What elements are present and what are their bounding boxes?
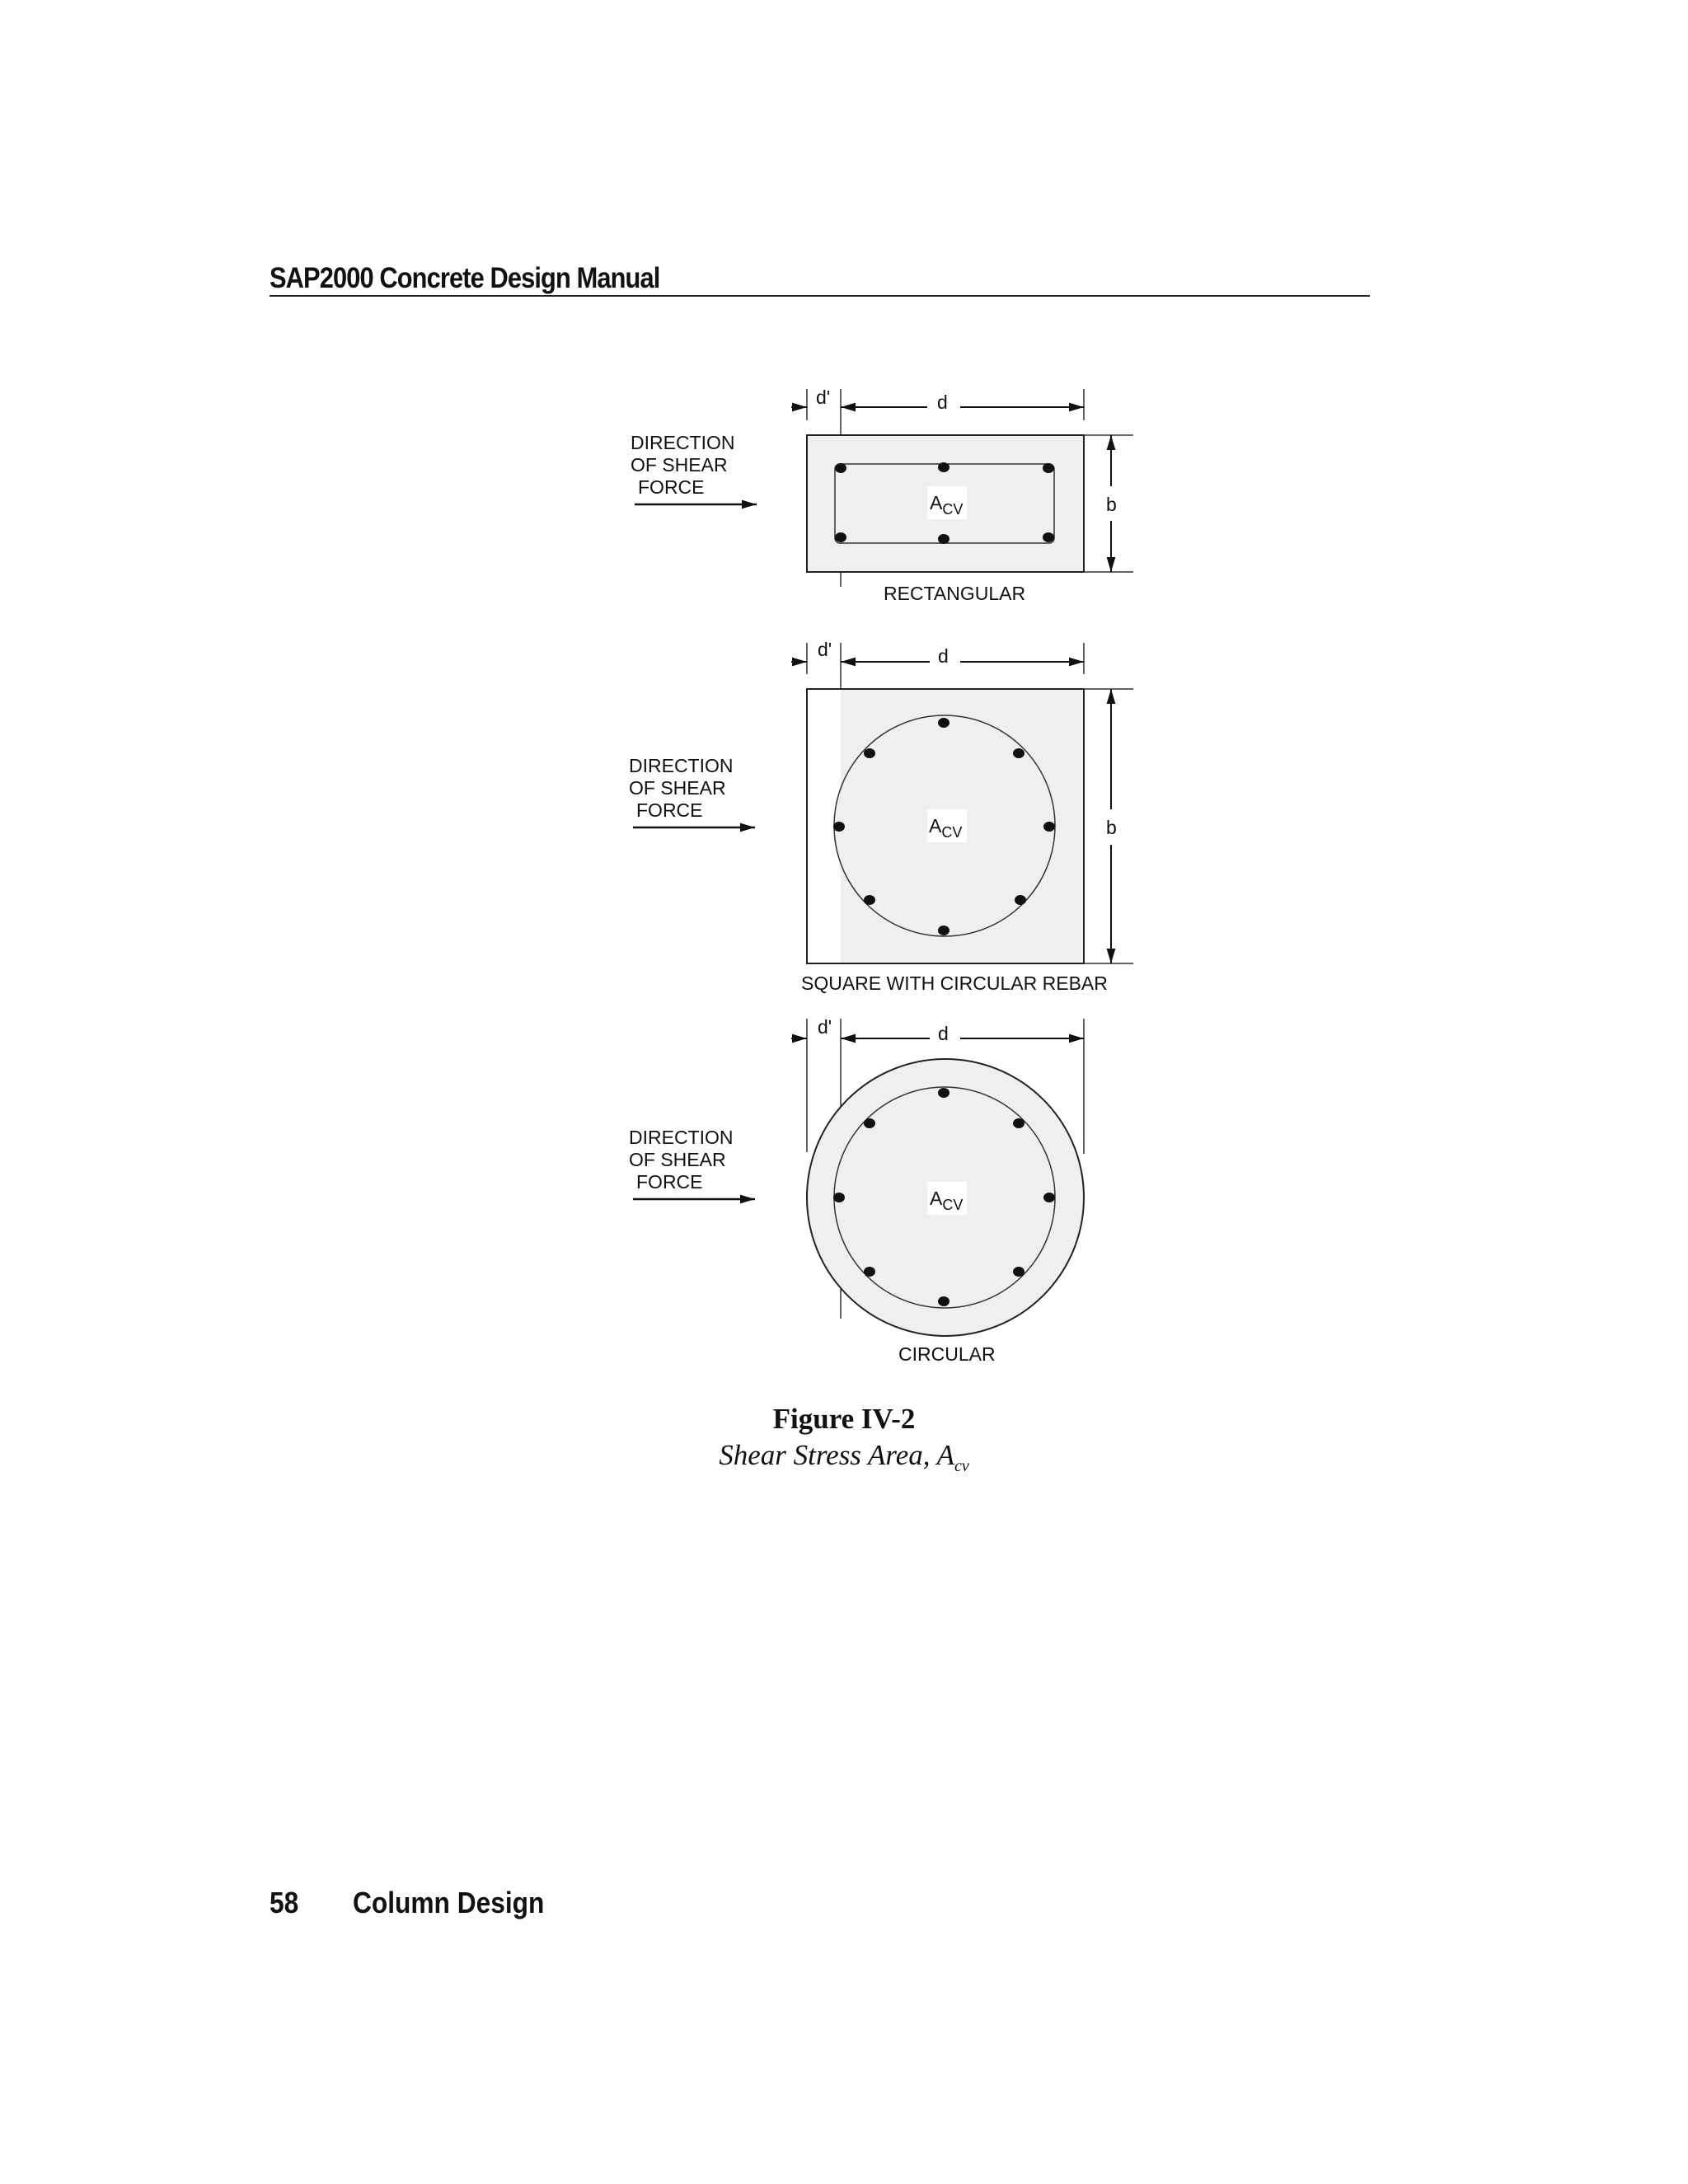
rebar [864,1118,875,1128]
rebar [833,822,845,832]
section-title: Column Design [353,1886,545,1919]
direction-label-line-1: DIRECTION [629,755,734,776]
d-label: d [937,391,948,413]
rebar [835,532,846,542]
rebar [938,1296,950,1306]
rebar [1043,1193,1055,1202]
rebar [938,926,950,935]
acv-label: $A_{CV}$ [929,815,963,841]
shape-label-square: SQUARE WITH CIRCULAR REBAR [801,972,1108,994]
figure-caption-title: Figure IV-2 [772,1403,916,1435]
direction-label-line-3: FORCE [636,1171,703,1193]
rebar [938,462,950,472]
direction-label-line-1: DIRECTION [631,432,735,453]
rebar [864,895,875,905]
direction-label-line-3: FORCE [636,799,703,821]
figure-caption-text: Shear Stress Area, $A_{cv}$ [719,1439,969,1475]
rebar [864,748,875,758]
panel-circular [629,1016,1084,1365]
shape-label-rectangular: RECTANGULAR [884,583,1026,604]
direction-label-line-2: OF SHEAR [631,454,728,476]
rebar [1013,748,1025,758]
b-label: b [1106,494,1117,515]
d-prime-label: d' [818,1016,832,1038]
direction-label-line-2: OF SHEAR [629,1149,726,1170]
direction-label-line-3: FORCE [638,476,705,498]
d-prime-label: d' [816,387,831,408]
direction-label-line-2: OF SHEAR [629,777,726,799]
b-label: b [1106,817,1117,838]
rebar [1043,822,1055,832]
acv-label: $A_{CV}$ [930,492,964,518]
rebar [1015,895,1026,905]
panel-square-circular-rebar [629,639,1133,994]
direction-label-line-1: DIRECTION [629,1127,734,1148]
d-label: d [938,1023,949,1044]
acv-label: $A_{CV}$ [930,1188,964,1213]
rebar [1043,463,1054,473]
d-label: d [938,645,949,667]
rebar [1013,1267,1025,1277]
rebar [835,463,846,473]
rebar [938,1088,950,1098]
rebar [938,718,950,728]
rebar [1013,1118,1025,1128]
rebar [864,1267,875,1277]
d-prime-label: d' [818,639,832,660]
panel-rectangular [631,387,1133,604]
rebar [1043,532,1054,542]
rebar [938,534,950,544]
rebar [833,1193,845,1202]
page-number: 58 [270,1886,299,1919]
running-header-title: SAP2000 Concrete Design Manual [270,262,660,294]
shape-label-circular: CIRCULAR [898,1343,996,1365]
